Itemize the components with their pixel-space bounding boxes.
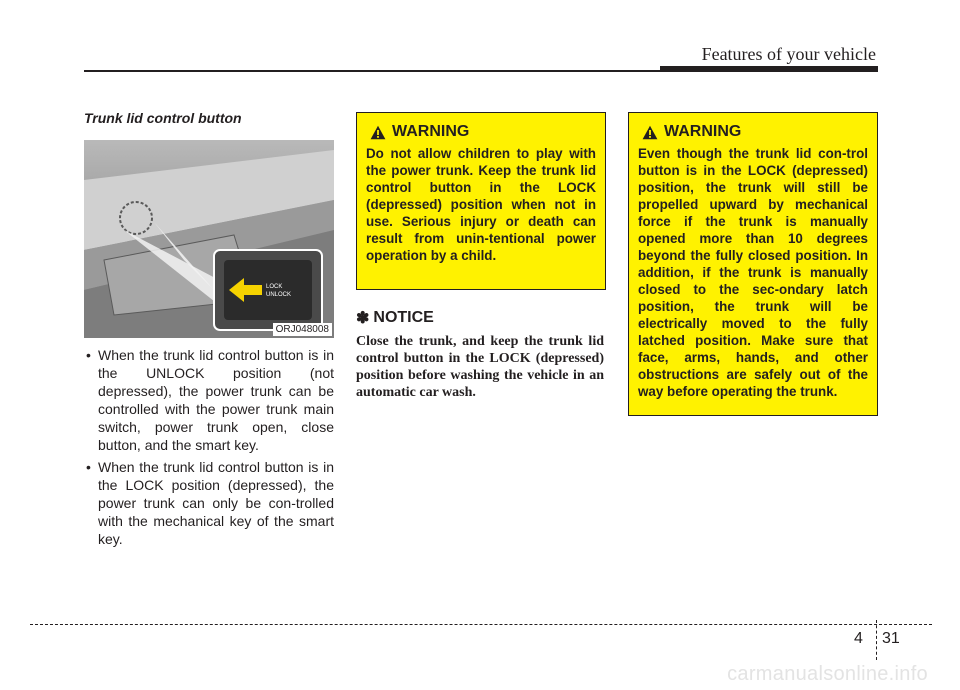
- watermark: carmanualsonline.info: [727, 663, 928, 685]
- header-rule: [84, 70, 660, 72]
- header-rule-accent: [660, 66, 878, 72]
- footer-separator: [876, 620, 877, 660]
- notice-body: Close the trunk, and keep the trunk lid control button in the LOCK (depressed) position before washing the vehicle in an automatic car wash.: [356, 334, 604, 400]
- chapter-number: 4: [854, 630, 863, 647]
- list-item: • When the trunk lid control button is in the UNLOCK position (not depressed), the power trunk can be controlled with the power trunk main switch, power trunk open, close button, and the smart key.: [84, 346, 334, 454]
- warning-box-trunk-force: [628, 112, 878, 416]
- list-item: • When the trunk lid control button is in the LOCK position (depressed), the power trunk can only be con-trolled with the mechanical key of the smart key.: [84, 458, 334, 548]
- warning-triangle-icon: [370, 125, 386, 140]
- dashboard-illustration: [84, 140, 334, 338]
- lock-label: LOCK: [266, 284, 283, 290]
- page-header-title: Features of your vehicle: [701, 44, 876, 64]
- section-heading: Trunk lid control button: [84, 110, 242, 126]
- warning-triangle-icon: [642, 125, 658, 140]
- notice-title: NOTICE: [373, 309, 434, 326]
- unlock-label: UNLOCK: [266, 292, 292, 298]
- figure-code: ORJ048008: [273, 323, 332, 336]
- bullet-list: [84, 346, 334, 552]
- warning-title: WARNING: [664, 123, 742, 140]
- page-number: 31: [882, 630, 900, 647]
- warning-body: Do not allow children to play with the power trunk. Keep the trunk lid control button in the LOCK (depressed) position when not in use. Serious injury or death can result from unin-tentional power operation by a child.: [366, 146, 596, 263]
- warning-title: WARNING: [392, 123, 470, 140]
- trunk-lid-button-figure: [84, 140, 334, 338]
- footer-rule: [30, 624, 932, 625]
- notice-icon: ✽: [356, 310, 370, 327]
- notice-heading: [356, 308, 434, 328]
- warning-body: Even though the trunk lid con-trol button is in the LOCK (depressed) position, the trunk will still be propelled upward by mechanical force if the trunk is manually opened more than 10 degrees beyond the fully closed position. In addition, if the trunk is manually closed to the sec-ondary latch position, the trunk will be electrically moved to the fully latched position. Make sure that face, arms, hands, and other obstructions are safely out of the way before operating the trunk.: [638, 146, 868, 399]
- warning-box-children: [356, 112, 606, 290]
